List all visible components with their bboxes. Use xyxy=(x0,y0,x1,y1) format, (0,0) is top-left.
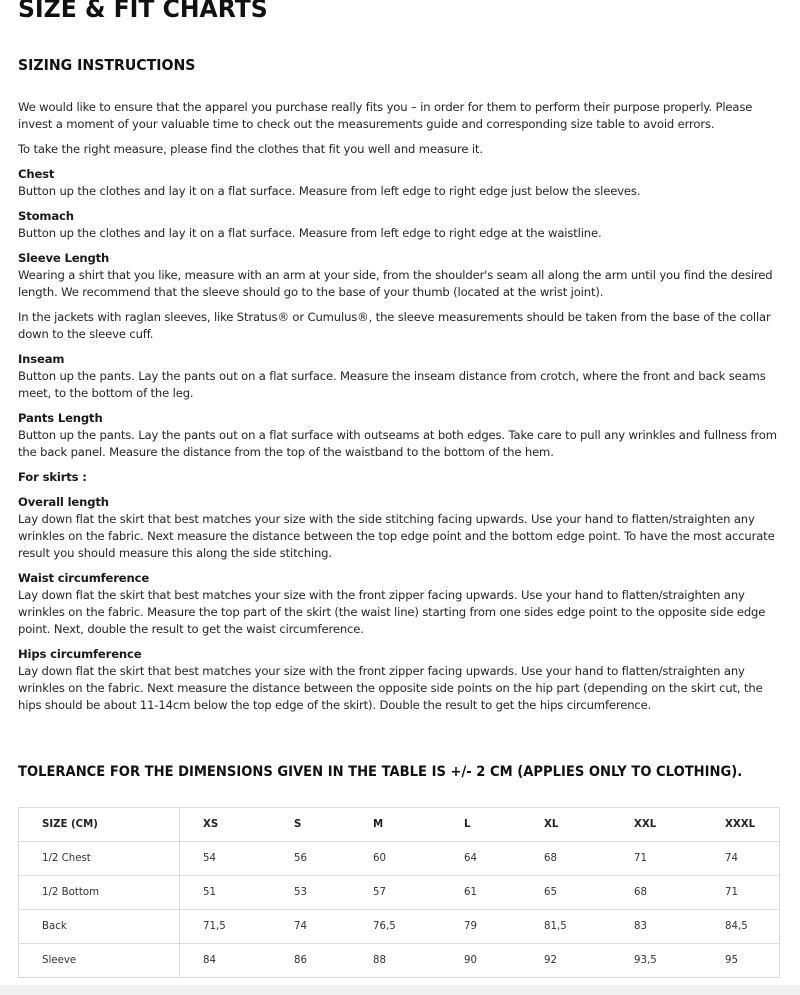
instruction-sleeve-length xyxy=(18,250,784,343)
table-cell: 68 xyxy=(634,876,725,910)
instruction-body: Button up the pants. Lay the pants out on a flat surface. Measure the inseam distance from crotch, where the front and back seams meet, to the bottom of the leg. xyxy=(18,369,766,400)
page-bottom-edge xyxy=(0,985,800,995)
table-header-cell: M xyxy=(373,808,464,842)
table-cell: 76,5 xyxy=(373,910,464,944)
table-header-cell: XL xyxy=(544,808,634,842)
table-row xyxy=(19,910,780,944)
table-row xyxy=(19,944,780,978)
instruction-pants-length xyxy=(18,410,784,461)
table-cell: 51 xyxy=(180,876,295,910)
table-cell: 71,5 xyxy=(180,910,295,944)
table-header-cell: XXL xyxy=(634,808,725,842)
instruction-inseam xyxy=(18,351,784,402)
table-header-cell: SIZE (CM) xyxy=(19,808,180,842)
instruction-body: Button up the pants. Lay the pants out on a flat surface with outseams at both edges. Take care to pull any wrinkles and fullness from the back panel. Measure the distance from the top of the waistband to the bottom of the hem. xyxy=(18,428,777,459)
table-cell: 86 xyxy=(294,944,373,978)
instruction-body: Wearing a shirt that you like, measure with an arm at your side, from the shoulder's seam all along the arm until you find the desired length. We recommend that the sleeve should go to the base of your thumb (located at the wrist joint). xyxy=(18,268,773,299)
table-cell: Back xyxy=(19,910,180,944)
instruction-chest xyxy=(18,166,784,200)
table-cell: 71 xyxy=(634,842,725,876)
instruction-body: Lay down flat the skirt that best matches your size with the front zipper facing upwards. Use your hand to flatten/straighten any wrinkles on the fabric. Next measure the distance between the opposite side points on the hip part (depending on the skirt cut, the hips should be about 11-14cm below the top edge of the skirt). Double the result to get the hips circumference. xyxy=(18,664,763,712)
table-row xyxy=(19,842,780,876)
table-header-row xyxy=(19,808,780,842)
table-cell: 64 xyxy=(464,842,544,876)
table-header-cell: XS xyxy=(180,808,295,842)
table-cell: 1/2 Chest xyxy=(19,842,180,876)
instruction-title: Waist circumference xyxy=(18,571,150,585)
table-cell: 74 xyxy=(294,910,373,944)
instruction-stomach xyxy=(18,208,784,242)
table-cell: 84 xyxy=(180,944,295,978)
table-cell: 53 xyxy=(294,876,373,910)
table-cell: 1/2 Bottom xyxy=(19,876,180,910)
page-title: SIZE & FIT CHARTS xyxy=(18,0,268,23)
instruction-body: Lay down flat the skirt that best matches your size with the front zipper facing upwards. Use your hand to flatten/straighten any wrinkles on the fabric. Measure the top part of the skirt (the waist line) starting from one sides edge point to the opposite side edge point. Next, double the result to get the waist circumference. xyxy=(18,588,766,636)
skirts-heading xyxy=(18,469,784,486)
table-cell: 90 xyxy=(464,944,544,978)
instruction-body: Button up the clothes and lay it on a flat surface. Measure from left edge to right edge just below the sleeves. xyxy=(18,184,641,198)
table-cell: 56 xyxy=(294,842,373,876)
measure-note: To take the right measure, please find the clothes that fit you well and measure it. xyxy=(18,142,483,156)
table-cell: 71 xyxy=(725,876,780,910)
tolerance-heading: TOLERANCE FOR THE DIMENSIONS GIVEN IN THE TABLE IS +/- 2 CM (APPLIES ONLY TO CLOTHING). xyxy=(18,764,743,780)
table-cell: 93,5 xyxy=(634,944,725,978)
table-cell: 84,5 xyxy=(725,910,780,944)
table-header-cell: L xyxy=(464,808,544,842)
table-header-cell: S xyxy=(294,808,373,842)
table-cell: 65 xyxy=(544,876,634,910)
instruction-title: Overall length xyxy=(18,495,109,509)
table-cell: 79 xyxy=(464,910,544,944)
instruction-body: Lay down flat the skirt that best matches your size with the side stitching facing upwards. Use your hand to flatten/straighten any wrinkles on the fabric. Next measure the distance between the top edge point and the bottom edge point. To have the most accurate result you should measure this along the side stitching. xyxy=(18,512,775,560)
sizing-instructions-heading: SIZING INSTRUCTIONS xyxy=(18,56,196,74)
instruction-title: Chest xyxy=(18,167,55,181)
table-header-cell: XXXL xyxy=(725,808,780,842)
table-cell: 92 xyxy=(544,944,634,978)
instruction-body: Button up the clothes and lay it on a flat surface. Measure from left edge to right edge at the waistline. xyxy=(18,226,602,240)
table-cell: 83 xyxy=(634,910,725,944)
table-cell: 54 xyxy=(180,842,295,876)
table-cell: 74 xyxy=(725,842,780,876)
skirts-heading-label: For skirts : xyxy=(18,470,87,484)
instruction-title: Sleeve Length xyxy=(18,251,110,265)
instruction-title: Stomach xyxy=(18,209,74,223)
table-row xyxy=(19,876,780,910)
raglan-note: In the jackets with raglan sleeves, like Stratus® or Cumulus®, the sleeve measurements should be taken from the base of the collar down to the sleeve cuff. xyxy=(18,310,771,341)
table-cell: 68 xyxy=(544,842,634,876)
instructions-body xyxy=(18,99,784,722)
instruction-title: Hips circumference xyxy=(18,647,142,661)
instruction-waist-circumference xyxy=(18,570,784,638)
size-table xyxy=(18,807,780,978)
intro-paragraph: We would like to ensure that the apparel you purchase really fits you – in order for them to perform their purpose properly. Please invest a moment of your valuable time to check out the measurements guide and corresponding size table to avoid errors. xyxy=(18,100,753,131)
table-cell: 95 xyxy=(725,944,780,978)
instruction-title: Pants Length xyxy=(18,411,103,425)
table-cell: 81,5 xyxy=(544,910,634,944)
table-cell: Sleeve xyxy=(19,944,180,978)
instruction-title: Inseam xyxy=(18,352,65,366)
table-cell: 60 xyxy=(373,842,464,876)
table-cell: 88 xyxy=(373,944,464,978)
table-cell: 61 xyxy=(464,876,544,910)
instruction-overall-length xyxy=(18,494,784,562)
table-cell: 57 xyxy=(373,876,464,910)
instruction-hips-circumference xyxy=(18,646,784,714)
